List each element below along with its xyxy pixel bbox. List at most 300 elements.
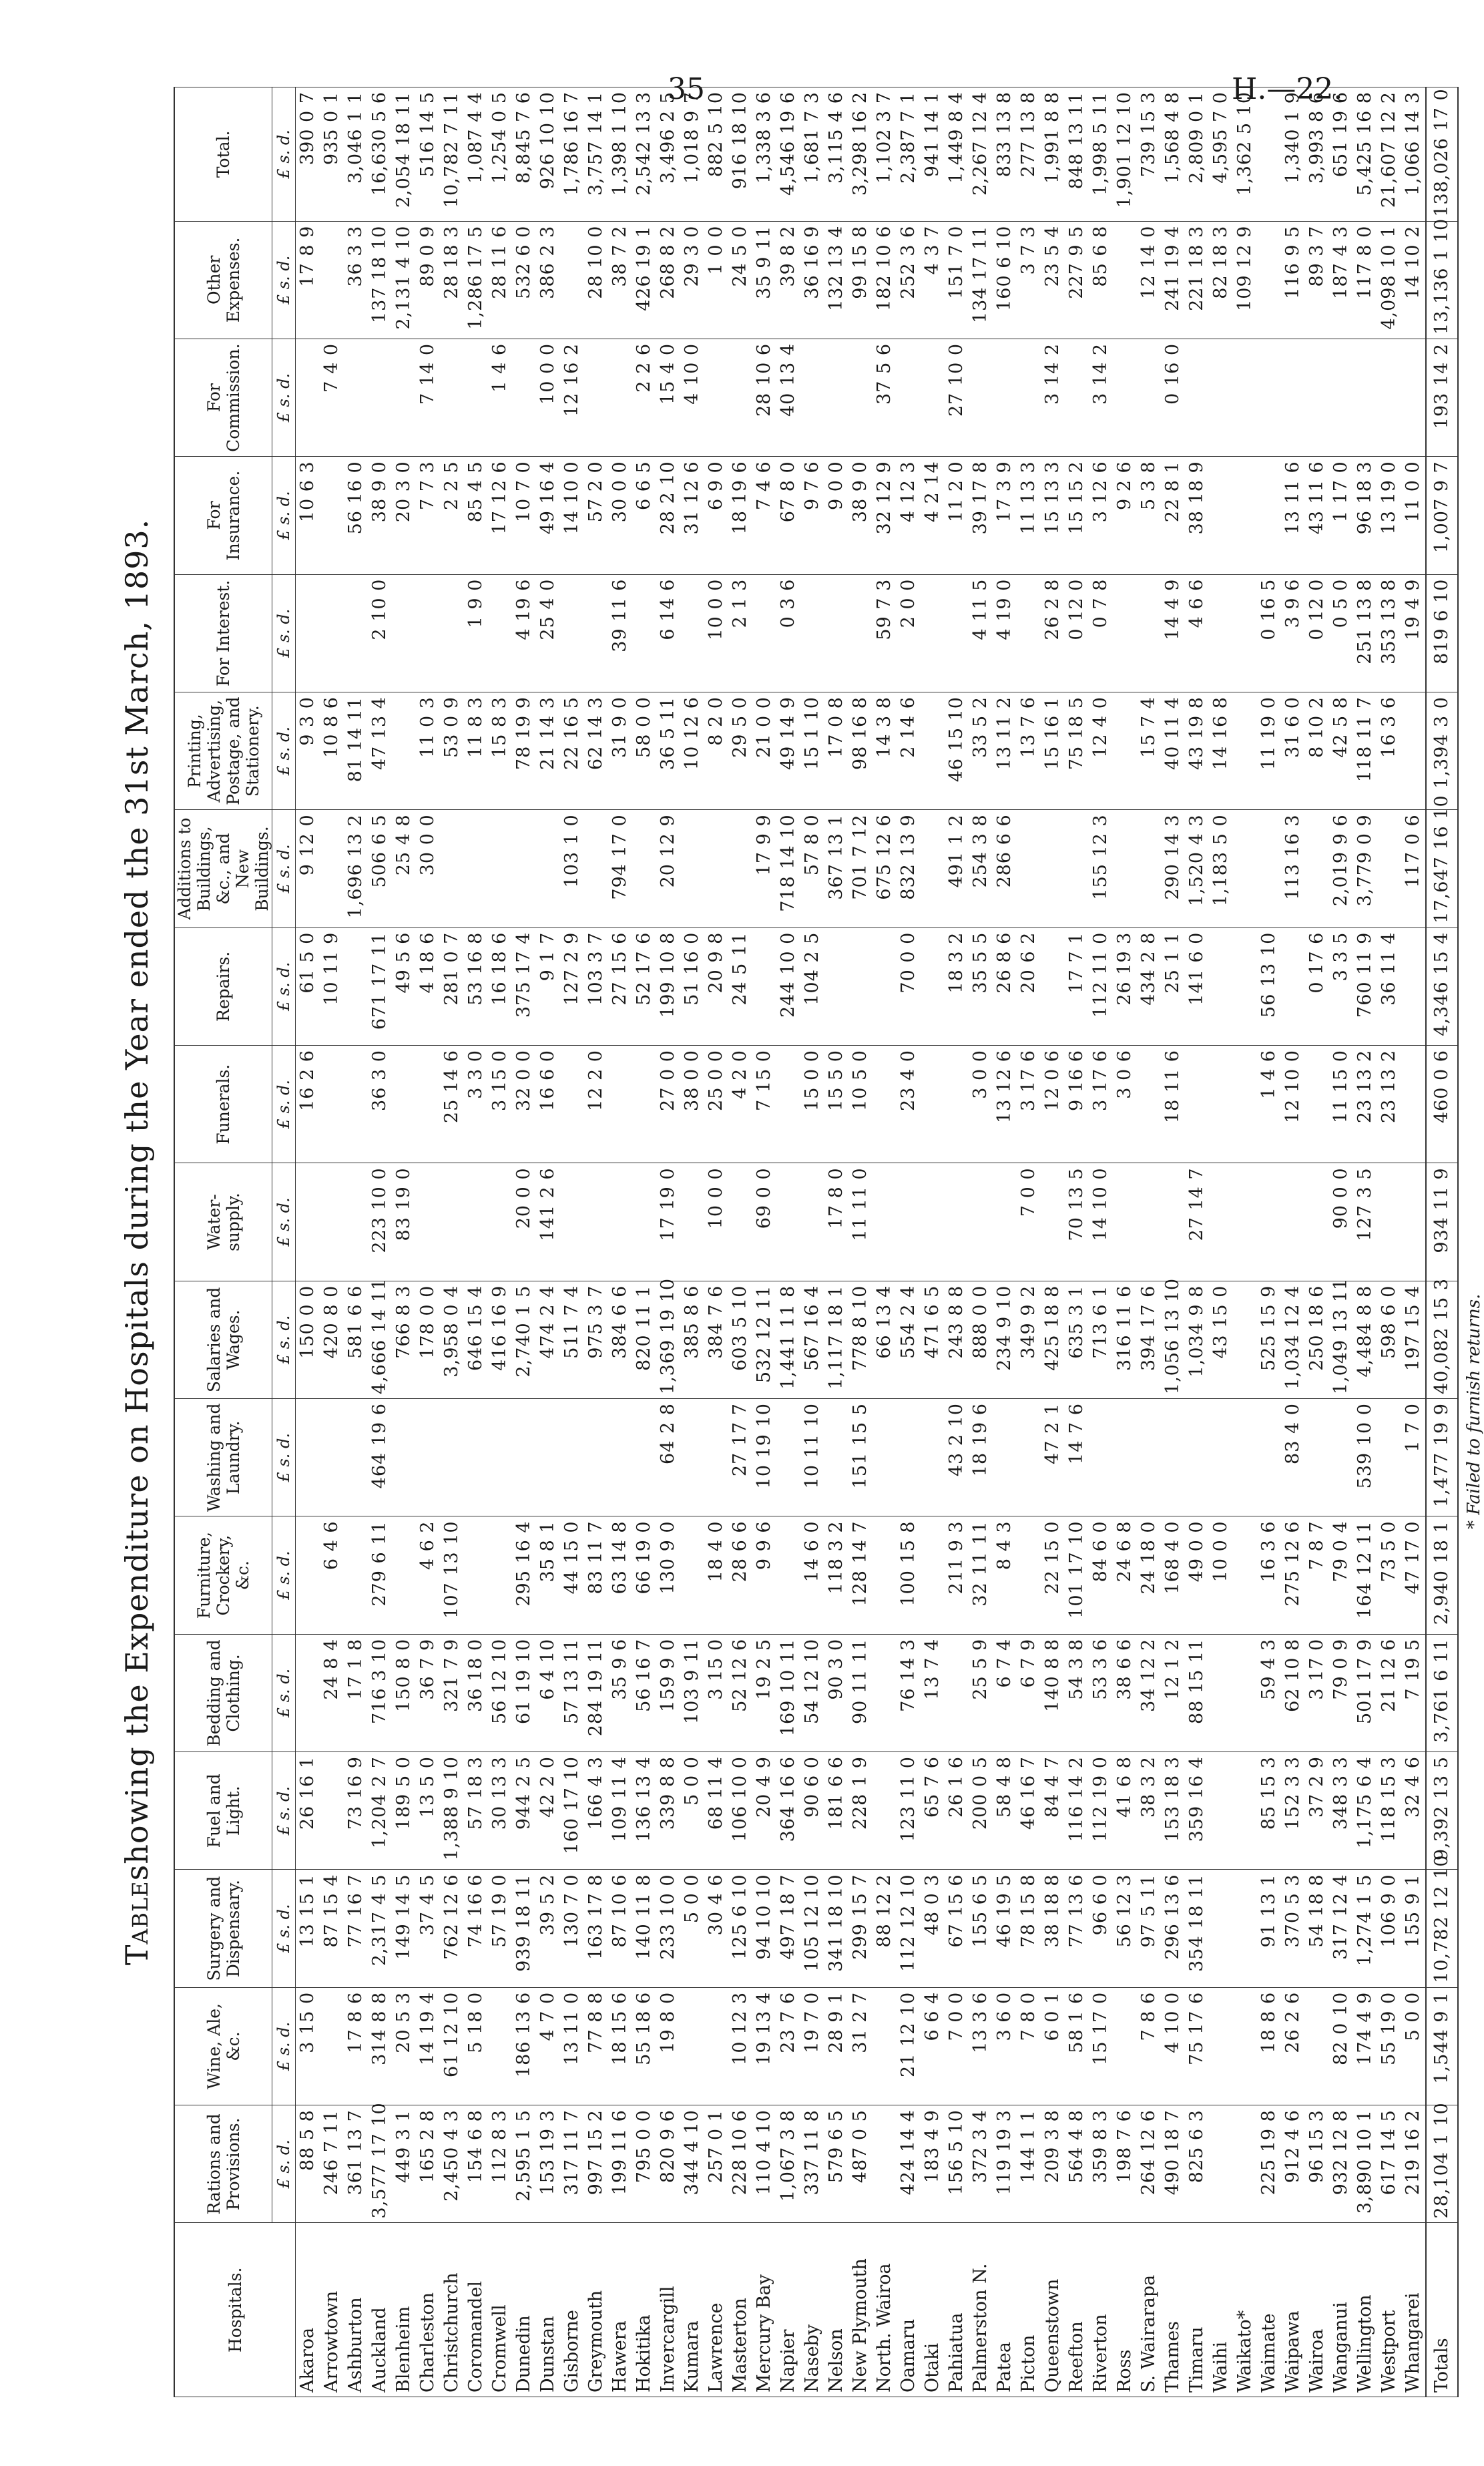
amount-cell: 0 12 0 bbox=[1305, 574, 1329, 692]
amount-cell bbox=[1113, 574, 1137, 692]
amount-cell: 211 9 3 bbox=[945, 1516, 969, 1634]
hospital-name: Greymouth bbox=[584, 2223, 608, 2397]
amount-cell: 7 8 0 bbox=[1017, 1987, 1041, 2105]
amount-cell bbox=[1281, 339, 1305, 456]
amount-cell: 181 6 6 bbox=[824, 1752, 848, 1870]
table-row bbox=[1401, 87, 1426, 2397]
amount-cell: 54 3 8 bbox=[1065, 1634, 1089, 1752]
amount-cell bbox=[296, 1399, 320, 1516]
amount-cell: 295 16 4 bbox=[512, 1516, 536, 1634]
amount-cell: 5 0 0 bbox=[680, 1752, 704, 1870]
amount-cell bbox=[1209, 339, 1233, 456]
amount-cell: 17 9 9 bbox=[752, 810, 776, 928]
amount-cell: 219 16 2 bbox=[1401, 2105, 1426, 2223]
amount-cell bbox=[848, 339, 873, 456]
amount-cell: 96 6 0 bbox=[1089, 1870, 1113, 1987]
amount-cell: 87 10 6 bbox=[608, 1870, 632, 1987]
amount-cell: 635 3 1 bbox=[1065, 1281, 1089, 1398]
amount-cell bbox=[488, 1399, 512, 1516]
amount-cell: 286 6 6 bbox=[993, 810, 1017, 928]
amount-cell: 150 8 0 bbox=[392, 1634, 416, 1752]
amount-cell bbox=[1065, 339, 1089, 456]
amount-cell: 28 10 0 bbox=[584, 221, 608, 339]
unit-label: £ s. d. bbox=[272, 928, 296, 1045]
table-row bbox=[296, 87, 320, 2397]
amount-cell: 617 14 5 bbox=[1377, 2105, 1401, 2223]
amount-cell: 2 2 5 bbox=[440, 457, 464, 574]
amount-cell: 359 16 4 bbox=[1185, 1752, 1209, 1870]
amount-cell: 390 0 7 bbox=[296, 87, 320, 222]
amount-cell: 354 18 11 bbox=[1185, 1870, 1209, 1987]
amount-cell: 57 8 0 bbox=[800, 810, 824, 928]
amount-cell bbox=[440, 1163, 464, 1281]
amount-cell: 47 2 1 bbox=[1041, 1399, 1065, 1516]
amount-cell bbox=[632, 1046, 656, 1163]
table-row bbox=[1305, 87, 1329, 2397]
amount-cell bbox=[1017, 339, 1041, 456]
amount-cell: 501 17 9 bbox=[1353, 1634, 1377, 1752]
column-header: Fuel and Light. bbox=[174, 1752, 272, 1870]
amount-cell: 17 8 9 bbox=[296, 221, 320, 339]
amount-cell: 491 1 2 bbox=[945, 810, 969, 928]
amount-cell: 56 16 0 bbox=[344, 457, 368, 574]
amount-cell bbox=[584, 1399, 608, 1516]
amount-cell bbox=[728, 1163, 752, 1281]
amount-cell bbox=[488, 574, 512, 692]
amount-cell bbox=[584, 574, 608, 692]
amount-cell bbox=[1377, 339, 1401, 456]
unit-label: £ s. d. bbox=[272, 1987, 296, 2105]
amount-cell bbox=[921, 1516, 945, 1634]
amount-cell: 38 18 8 bbox=[1041, 1870, 1065, 1987]
amount-cell: 10,782 7 11 bbox=[440, 87, 464, 222]
amount-cell: 926 10 10 bbox=[536, 87, 560, 222]
amount-cell: 75 18 5 bbox=[1065, 692, 1089, 810]
amount-cell: 364 16 6 bbox=[776, 1752, 800, 1870]
table-row bbox=[656, 87, 680, 2397]
amount-cell: 24 8 4 bbox=[320, 1634, 344, 1752]
amount-cell: 198 7 6 bbox=[1113, 2105, 1137, 2223]
amount-cell bbox=[344, 928, 368, 1045]
amount-cell: 554 2 4 bbox=[897, 1281, 921, 1398]
amount-cell: 3,779 0 9 bbox=[1353, 810, 1377, 928]
amount-cell: 35 9 6 bbox=[608, 1634, 632, 1752]
amount-cell bbox=[632, 574, 656, 692]
table-row bbox=[897, 87, 921, 2397]
amount-cell bbox=[897, 1399, 921, 1516]
amount-cell: 6 9 0 bbox=[704, 457, 728, 574]
amount-cell: 1,394 3 0 bbox=[1426, 692, 1458, 810]
amount-cell: 246 7 11 bbox=[320, 2105, 344, 2223]
hospital-name: Queenstown bbox=[1041, 2223, 1065, 2397]
amount-cell: 87 15 4 bbox=[320, 1870, 344, 1987]
amount-cell: 3,496 2 5 bbox=[656, 87, 680, 222]
amount-cell: 0 5 0 bbox=[1329, 574, 1353, 692]
amount-cell: 89 3 7 bbox=[1305, 221, 1329, 339]
amount-cell bbox=[800, 574, 824, 692]
amount-cell: 112 12 10 bbox=[897, 1870, 921, 1987]
amount-cell: 5 0 0 bbox=[680, 1870, 704, 1987]
amount-cell: 8 10 2 bbox=[1305, 692, 1329, 810]
amount-cell: 67 8 0 bbox=[776, 457, 800, 574]
amount-cell: 30 0 0 bbox=[416, 810, 440, 928]
amount-cell: 2,267 12 4 bbox=[969, 87, 993, 222]
amount-cell: 39 5 2 bbox=[536, 1870, 560, 1987]
amount-cell: 29 5 0 bbox=[728, 692, 752, 810]
amount-cell: 151 7 0 bbox=[945, 221, 969, 339]
amount-cell: 5 3 8 bbox=[1137, 457, 1161, 574]
amount-cell bbox=[921, 1163, 945, 1281]
amount-cell bbox=[392, 339, 416, 456]
hospital-name: Palmerston N. bbox=[969, 2223, 993, 2397]
amount-cell bbox=[296, 1163, 320, 1281]
amount-cell: 101 17 10 bbox=[1065, 1516, 1089, 1634]
amount-cell bbox=[560, 1399, 584, 1516]
amount-cell: 20 5 3 bbox=[392, 1987, 416, 2105]
table-row bbox=[1209, 87, 1233, 2397]
amount-cell: 16,630 5 6 bbox=[368, 87, 392, 222]
amount-cell: 525 15 9 bbox=[1257, 1281, 1281, 1398]
amount-cell: 144 1 1 bbox=[1017, 2105, 1041, 2223]
amount-cell: 38 9 0 bbox=[368, 457, 392, 574]
amount-cell bbox=[1281, 1163, 1305, 1281]
amount-cell: 13 15 1 bbox=[296, 1870, 320, 1987]
amount-cell: 7 8 6 bbox=[1137, 1987, 1161, 2105]
amount-cell: 564 4 8 bbox=[1065, 2105, 1089, 2223]
amount-cell: 1,681 7 3 bbox=[800, 87, 824, 222]
amount-cell: 13 11 0 bbox=[560, 1987, 584, 2105]
amount-cell: 83 4 0 bbox=[1281, 1399, 1305, 1516]
amount-cell: 82 18 3 bbox=[1209, 221, 1233, 339]
amount-cell: 464 19 6 bbox=[368, 1399, 392, 1516]
amount-cell: 1,362 5 10 bbox=[1233, 87, 1257, 222]
table-row bbox=[608, 87, 632, 2397]
amount-cell: 1 4 6 bbox=[488, 339, 512, 456]
amount-cell: 9,392 13 5 bbox=[1426, 1752, 1458, 1870]
amount-cell: 169 10 11 bbox=[776, 1634, 800, 1752]
amount-cell: 1,696 13 2 bbox=[344, 810, 368, 928]
amount-cell: 603 5 10 bbox=[728, 1281, 752, 1398]
amount-cell: 281 0 7 bbox=[440, 928, 464, 1045]
table-row bbox=[464, 87, 488, 2397]
amount-cell: 37 2 9 bbox=[1305, 1752, 1329, 1870]
amount-cell: 99 15 8 bbox=[848, 221, 873, 339]
hospital-name: Masterton bbox=[728, 2223, 752, 2397]
amount-cell: 14 3 8 bbox=[873, 692, 897, 810]
amount-cell: 38 18 9 bbox=[1185, 457, 1209, 574]
hospital-name: Waimate bbox=[1257, 2223, 1281, 2397]
amount-cell: 10 12 3 bbox=[728, 1987, 752, 2105]
hospital-name: Riverton bbox=[1089, 2223, 1113, 2397]
table-row bbox=[1281, 87, 1305, 2397]
amount-cell: 2,019 9 6 bbox=[1329, 810, 1353, 928]
amount-cell: 106 10 0 bbox=[728, 1752, 752, 1870]
amount-cell: 36 3 3 bbox=[344, 221, 368, 339]
amount-cell: 353 13 8 bbox=[1377, 574, 1401, 692]
amount-cell: 54 12 10 bbox=[800, 1634, 824, 1752]
amount-cell: 132 13 4 bbox=[824, 221, 848, 339]
table-row bbox=[680, 87, 704, 2397]
amount-cell: 487 0 5 bbox=[848, 2105, 873, 2223]
hospital-name: Whangarei bbox=[1401, 2223, 1426, 2397]
amount-cell bbox=[1401, 1163, 1426, 1281]
amount-cell: 42 5 8 bbox=[1329, 692, 1353, 810]
amount-cell bbox=[464, 810, 488, 928]
amount-cell: 832 13 9 bbox=[897, 810, 921, 928]
amount-cell: 155 6 5 bbox=[969, 1870, 993, 1987]
amount-cell: 18 3 2 bbox=[945, 928, 969, 1045]
amount-cell: 52 17 6 bbox=[632, 928, 656, 1045]
amount-cell: 6 4 10 bbox=[536, 1634, 560, 1752]
amount-cell: 2,387 7 1 bbox=[897, 87, 921, 222]
amount-cell: 3,761 6 11 bbox=[1426, 1634, 1458, 1752]
amount-cell: 6 7 9 bbox=[1017, 1634, 1041, 1752]
amount-cell bbox=[320, 574, 344, 692]
amount-cell: 0 12 0 bbox=[1065, 574, 1089, 692]
amount-cell: 12 10 0 bbox=[1281, 1046, 1305, 1163]
amount-cell bbox=[1401, 1046, 1426, 1163]
column-header: For Commission. bbox=[174, 339, 272, 456]
table-row bbox=[1089, 87, 1113, 2397]
amount-cell: 264 12 6 bbox=[1137, 2105, 1161, 2223]
hospital-name: New Plymouth bbox=[848, 2223, 873, 2397]
amount-cell: 4 2 14 bbox=[921, 457, 945, 574]
amount-cell: 11 11 0 bbox=[848, 1163, 873, 1281]
amount-cell: 77 16 7 bbox=[344, 1870, 368, 1987]
amount-cell: 31 12 6 bbox=[680, 457, 704, 574]
amount-cell: 3,890 10 1 bbox=[1353, 2105, 1377, 2223]
amount-cell: 299 15 7 bbox=[848, 1870, 873, 1987]
amount-cell: 4 10 0 bbox=[1161, 1987, 1185, 2105]
amount-cell: 341 18 10 bbox=[824, 1870, 848, 1987]
amount-cell: 38 9 0 bbox=[848, 457, 873, 574]
amount-cell bbox=[1233, 1870, 1257, 1987]
amount-cell: 12 4 0 bbox=[1089, 692, 1113, 810]
amount-cell bbox=[1017, 810, 1041, 928]
amount-cell bbox=[704, 1399, 728, 1516]
table-row bbox=[993, 87, 1017, 2397]
amount-cell bbox=[1041, 1163, 1065, 1281]
table-row bbox=[392, 87, 416, 2397]
amount-cell: 178 0 0 bbox=[416, 1281, 440, 1398]
table-row bbox=[1353, 87, 1377, 2397]
amount-cell: 3,993 8 6 bbox=[1305, 87, 1329, 222]
amount-cell: 12 14 0 bbox=[1137, 221, 1161, 339]
amount-cell: 4 6 6 bbox=[1185, 574, 1209, 692]
amount-cell: 290 14 3 bbox=[1161, 810, 1185, 928]
amount-cell: 48 0 3 bbox=[921, 1870, 945, 1987]
amount-cell: 10 8 6 bbox=[320, 692, 344, 810]
amount-cell: 581 6 6 bbox=[344, 1281, 368, 1398]
amount-cell: 182 10 6 bbox=[873, 221, 897, 339]
amount-cell bbox=[296, 339, 320, 456]
amount-cell: 11 8 3 bbox=[464, 692, 488, 810]
amount-cell: 4 2 0 bbox=[728, 1046, 752, 1163]
amount-cell: 29 3 0 bbox=[680, 221, 704, 339]
table-row bbox=[1017, 87, 1041, 2397]
amount-cell bbox=[1137, 339, 1161, 456]
amount-cell: 532 12 11 bbox=[752, 1281, 776, 1398]
amount-cell bbox=[1209, 457, 1233, 574]
amount-cell: 30 4 6 bbox=[704, 1870, 728, 1987]
amount-cell: 43 19 8 bbox=[1185, 692, 1209, 810]
amount-cell: 3 3 0 bbox=[464, 1046, 488, 1163]
amount-cell: 44 15 0 bbox=[560, 1516, 584, 1634]
amount-cell: 1,007 9 7 bbox=[1426, 457, 1458, 574]
amount-cell bbox=[608, 1163, 632, 1281]
amount-cell: 228 10 6 bbox=[728, 2105, 752, 2223]
amount-cell: 56 12 10 bbox=[488, 1634, 512, 1752]
amount-cell: 2,131 4 10 bbox=[392, 221, 416, 339]
amount-cell: 471 6 5 bbox=[921, 1281, 945, 1398]
amount-cell: 109 11 4 bbox=[608, 1752, 632, 1870]
amount-cell: 384 6 6 bbox=[608, 1281, 632, 1398]
amount-cell: 18 11 6 bbox=[1161, 1046, 1185, 1163]
amount-cell: 82 0 10 bbox=[1329, 1987, 1353, 2105]
amount-cell: 69 0 0 bbox=[752, 1163, 776, 1281]
amount-cell bbox=[897, 339, 921, 456]
amount-cell: 66 19 0 bbox=[632, 1516, 656, 1634]
amount-cell bbox=[1401, 928, 1426, 1045]
amount-cell: 3 12 6 bbox=[1089, 457, 1113, 574]
amount-cell: 1,786 16 7 bbox=[560, 87, 584, 222]
amount-cell bbox=[512, 1399, 536, 1516]
amount-cell: 16 3 6 bbox=[1377, 692, 1401, 810]
amount-cell: 166 4 3 bbox=[584, 1752, 608, 1870]
amount-cell: 296 13 6 bbox=[1161, 1870, 1185, 1987]
amount-cell: 2,054 18 11 bbox=[392, 87, 416, 222]
amount-cell: 4 3 7 bbox=[921, 221, 945, 339]
footnote: * Failed to furnish returns. bbox=[1464, 1293, 1484, 1529]
amount-cell bbox=[921, 1046, 945, 1163]
amount-cell bbox=[416, 1163, 440, 1281]
amount-cell: 4,484 8 8 bbox=[1353, 1281, 1377, 1398]
amount-cell: 187 4 3 bbox=[1329, 221, 1353, 339]
amount-cell: 40,082 15 3 bbox=[1426, 1281, 1458, 1398]
hospital-name: Patea bbox=[993, 2223, 1017, 2397]
amount-cell: 174 4 9 bbox=[1353, 1987, 1377, 2105]
amount-cell: 138,026 17 0 bbox=[1426, 87, 1458, 222]
amount-cell: 344 4 10 bbox=[680, 2105, 704, 2223]
amount-cell: 33 5 2 bbox=[969, 692, 993, 810]
amount-cell: 11 15 0 bbox=[1329, 1046, 1353, 1163]
amount-cell: 7 14 0 bbox=[416, 339, 440, 456]
amount-cell: 4,098 10 1 bbox=[1377, 221, 1401, 339]
amount-cell: 10 0 0 bbox=[704, 574, 728, 692]
amount-cell: 70 0 0 bbox=[897, 928, 921, 1045]
amount-cell: 62 14 3 bbox=[584, 692, 608, 810]
amount-cell bbox=[1185, 339, 1209, 456]
amount-cell: 11 0 0 bbox=[1401, 457, 1426, 574]
amount-cell: 25 1 1 bbox=[1161, 928, 1185, 1045]
amount-cell: 7 0 0 bbox=[1017, 1163, 1041, 1281]
amount-cell: 1,901 12 10 bbox=[1113, 87, 1137, 222]
amount-cell: 127 2 9 bbox=[560, 928, 584, 1045]
unit-label: £ s. d. bbox=[272, 1046, 296, 1163]
amount-cell: 88 12 2 bbox=[873, 1870, 897, 1987]
amount-cell: 425 18 8 bbox=[1041, 1281, 1065, 1398]
amount-cell: 20 4 9 bbox=[752, 1752, 776, 1870]
amount-cell: 1,449 8 4 bbox=[945, 87, 969, 222]
amount-cell: 83 11 7 bbox=[584, 1516, 608, 1634]
amount-cell: 532 6 0 bbox=[512, 221, 536, 339]
table-row bbox=[1161, 87, 1185, 2397]
amount-cell: 21 14 3 bbox=[536, 692, 560, 810]
amount-cell: 1,369 19 10 bbox=[656, 1281, 680, 1398]
amount-cell: 136 13 4 bbox=[632, 1752, 656, 1870]
amount-cell: 24 6 8 bbox=[1113, 1516, 1137, 1634]
amount-cell: 94 10 10 bbox=[752, 1870, 776, 1987]
amount-cell: 19 2 5 bbox=[752, 1634, 776, 1752]
hospital-name: Mercury Bay bbox=[752, 2223, 776, 2397]
amount-cell: 0 7 8 bbox=[1089, 574, 1113, 692]
amount-cell: 1,274 1 5 bbox=[1353, 1870, 1377, 1987]
amount-cell: 7 15 0 bbox=[752, 1046, 776, 1163]
amount-cell: 24 5 0 bbox=[728, 221, 752, 339]
table-row bbox=[1329, 87, 1353, 2397]
amount-cell: 14 10 0 bbox=[560, 457, 584, 574]
amount-cell bbox=[464, 1399, 488, 1516]
hospital-name: Dunstan bbox=[536, 2223, 560, 2397]
amount-cell: 27 17 7 bbox=[728, 1399, 752, 1516]
amount-cell: 497 18 7 bbox=[776, 1870, 800, 1987]
amount-cell: 117 8 0 bbox=[1353, 221, 1377, 339]
amount-cell: 137 18 10 bbox=[368, 221, 392, 339]
amount-cell bbox=[921, 1399, 945, 1516]
amount-cell: 141 2 6 bbox=[536, 1163, 560, 1281]
table-row bbox=[368, 87, 392, 2397]
amount-cell: 28 6 6 bbox=[728, 1516, 752, 1634]
amount-cell: 28 9 1 bbox=[824, 1987, 848, 2105]
amount-cell: 1,034 12 4 bbox=[1281, 1281, 1305, 1398]
amount-cell bbox=[536, 1399, 560, 1516]
amount-cell: 394 17 6 bbox=[1137, 1281, 1161, 1398]
amount-cell bbox=[993, 1163, 1017, 1281]
amount-cell: 117 0 6 bbox=[1401, 810, 1426, 928]
amount-cell bbox=[680, 810, 704, 928]
amount-cell: 107 13 10 bbox=[440, 1516, 464, 1634]
amount-cell bbox=[1257, 221, 1281, 339]
amount-cell: 125 6 10 bbox=[728, 1870, 752, 1987]
amount-cell: 675 12 6 bbox=[873, 810, 897, 928]
column-header: Water-supply. bbox=[174, 1163, 272, 1281]
amount-cell: 27 0 0 bbox=[656, 1046, 680, 1163]
amount-cell bbox=[824, 339, 848, 456]
amount-cell: 13,136 1 10 bbox=[1426, 221, 1458, 339]
amount-cell bbox=[921, 692, 945, 810]
amount-cell bbox=[344, 1046, 368, 1163]
column-header: Hospitals. bbox=[174, 2223, 296, 2397]
hospital-name: Hokitika bbox=[632, 2223, 656, 2397]
amount-cell: 760 11 9 bbox=[1353, 928, 1377, 1045]
amount-cell: 795 0 0 bbox=[632, 2105, 656, 2223]
amount-cell bbox=[1305, 810, 1329, 928]
amount-cell: 1 17 0 bbox=[1329, 457, 1353, 574]
amount-cell bbox=[440, 339, 464, 456]
amount-cell: 6 7 4 bbox=[993, 1634, 1017, 1752]
amount-cell: 3,115 4 6 bbox=[824, 87, 848, 222]
table-row bbox=[488, 87, 512, 2397]
amount-cell: 3 9 6 bbox=[1281, 574, 1305, 692]
amount-cell bbox=[1065, 810, 1089, 928]
amount-cell bbox=[680, 1399, 704, 1516]
amount-cell bbox=[488, 1516, 512, 1634]
amount-cell: 1,056 13 10 bbox=[1161, 1281, 1185, 1398]
amount-cell: 140 11 8 bbox=[632, 1870, 656, 1987]
amount-cell: 14 19 4 bbox=[416, 1987, 440, 2105]
amount-cell bbox=[848, 574, 873, 692]
amount-cell bbox=[632, 810, 656, 928]
